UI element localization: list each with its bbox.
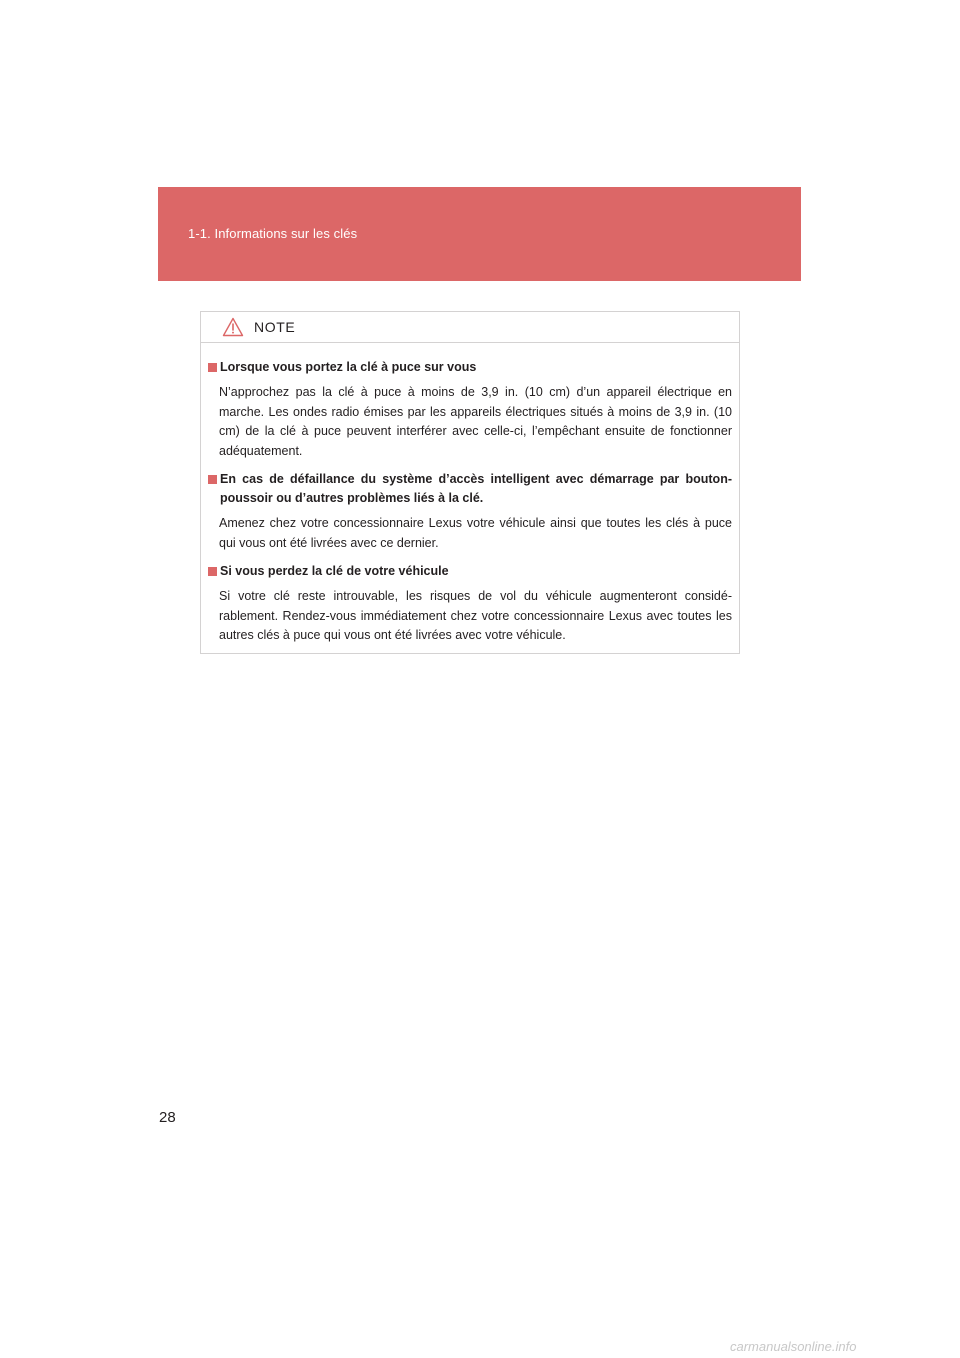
note-item-heading-text: Lorsque vous portez la clé à puce sur vous [220, 360, 477, 374]
square-bullet-icon [208, 567, 217, 576]
note-item-heading-text: En cas de défaillance du système d’accès intelligent avec démarrage par bouton-poussoir ou d’autres problèmes liés à la clé. [220, 472, 732, 505]
square-bullet-icon [208, 475, 217, 484]
note-item-text: Amenez chez votre concessionnaire Lexus votre véhicule ainsi que toutes les clés à puce qui vous ont été livrées avec ce dernier. [219, 516, 732, 550]
note-title: NOTE [254, 319, 296, 335]
note-item-text: Si votre clé reste introuvable, les risques de vol du véhicule augmenteront considé-rablement. Rendez-vous immédiatement chez votre concessionnaire Lexus avec toutes les autres clés à puce qui vous ont été livrées avec votre véhicule. [219, 589, 732, 642]
note-item-heading [208, 358, 732, 377]
note-item [208, 562, 732, 646]
note-header [201, 312, 739, 343]
warning-triangle-icon [222, 317, 244, 337]
section-title: 1-1. Informations sur les clés [188, 226, 358, 241]
note-item [208, 358, 732, 461]
watermark-text: carmanualsonline.info [730, 1339, 857, 1354]
page-number: 28 [159, 1109, 176, 1126]
note-box [200, 311, 740, 654]
section-header-band [158, 187, 801, 281]
note-body [201, 343, 739, 646]
note-item-heading [208, 562, 732, 581]
note-item [208, 470, 732, 553]
note-item-heading [208, 470, 732, 508]
square-bullet-icon [208, 363, 217, 372]
note-item-text: N’approchez pas la clé à puce à moins de 3,9 in. (10 cm) d’un appareil électrique en marche. Les ondes radio émises par les appareils électriques situés à moins de 3,9 in. (10 cm) de la clé à puce peuvent interférer avec celle-ci, l’empêchant ensuite de fonctionner adéquatement. [219, 385, 732, 458]
note-item-heading-text: Si vous perdez la clé de votre véhicule [220, 564, 449, 578]
